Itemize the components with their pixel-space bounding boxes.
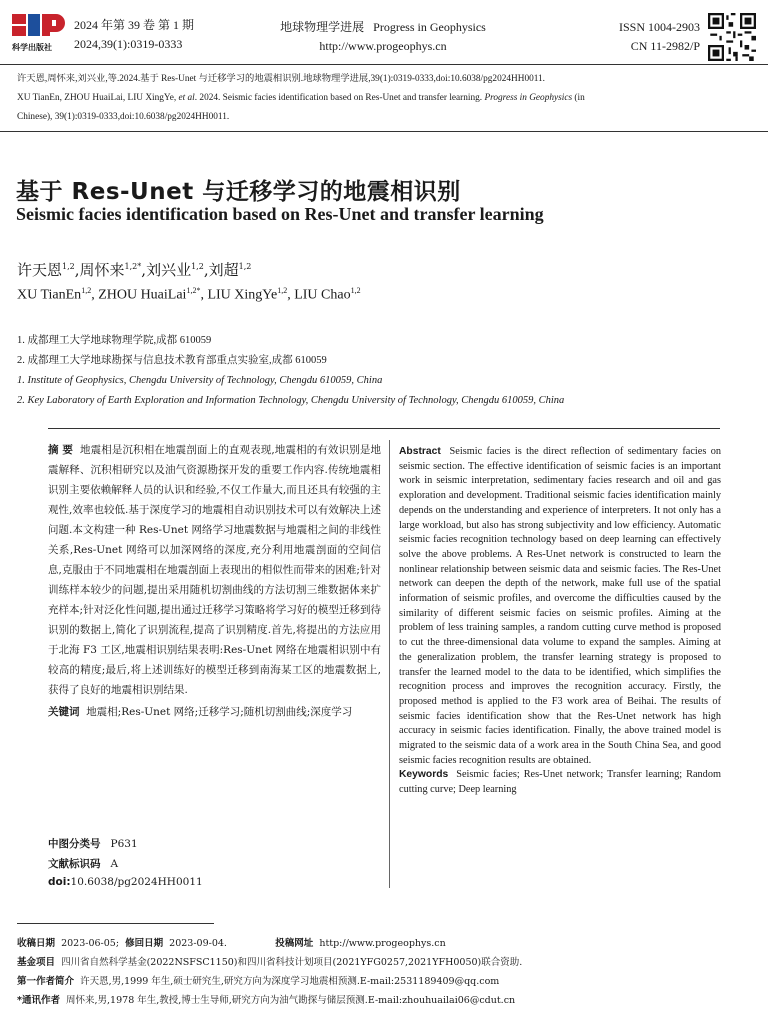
keywords-en-label: Keywords [399,769,449,781]
citation-en: XU TianEn, ZHOU HuaiLai, LIU XingYe, et al. 2024. Seismic facies identification based on Res-Unet and transfer learning. Progress in Geophysics (in [17,93,585,103]
journal-name-en: Progress in Geophysics [373,20,486,34]
fund-line: 基金项目 四川省自然科学基金(2022NSFSC1150)和四川省科技计划项目(2021YFG0257,2021YFH0050)联合资助. [17,957,523,968]
citation-divider [0,131,768,132]
first-author-line: 第一作者简介 许天恩,男,1999 年生,硕士研究生,研究方向为深度学习地震相预测.E-mail:2531189409@qq.com [17,976,500,987]
footnote-rule [17,923,214,924]
keywords-cn: 地震相;Res-Unet 网络;迁移学习;随机切割曲线;深度学习 [86,706,353,718]
affiliation-cn-2: 2. 成都理工大学地球勘探与信息技术教育部重点实验室,成都 610059 [17,355,327,366]
journal-ids [560,18,700,56]
author-cn: 刘兴业 [146,261,192,279]
author-en: ZHOU HuaiLai [98,287,187,303]
abstract-en-label: Abstract [399,446,441,457]
author-en: XU TianEn [17,287,82,303]
abstract-cn [48,440,381,722]
journal-name-cn: 地球物理学进展 [280,20,365,34]
doi-line: doi:10.6038/pg2024HH0011 [48,876,203,888]
qr-code-icon [708,13,756,61]
submission-url[interactable]: http://www.progeophys.cn [319,938,446,949]
journal-issue-line2: 2024,39(1):0319-0333 [74,37,183,51]
citation-cn: 许天恩,周怀来,刘兴业,等.2024.基于 Res-Unet 与迁移学习的地震相识别.地球物理学进展,39(1):0319-0333,doi:10.6038/pg2024HH0011. [17,74,546,84]
journal-issue-line1: 2024 年第 39 卷 第 1 期 [74,18,195,32]
dates-line: 收稿日期 2023-06-05; 修回日期 2023-09-04. 投稿网址 http://www.progeophys.cn [17,938,446,949]
authors-en: XU TianEn$^{1,2}$, ZHOU HuaiLai$^{1,2*}$, LIU XingYe$^{1,2}$, LIU Chao$^{1,2}$ [17,286,361,303]
keywords-cn-label: 关键词 [48,706,80,718]
citation-block [17,70,757,127]
authors-cn: 许天恩$^{1,2}$,周怀来$^{1,2*}$,刘兴业$^{1,2}$,刘超$^{1,2}$ [17,261,252,279]
corresponding-author-line: *通讯作者 周怀来,男,1978 年生,教授,博士生导师,研究方向为油气勘探与储层预测.E-mail:zhouhuailai06@cdut.cn [17,995,516,1006]
title-cn: 基于 Res-Unet 与迁移学习的地震相识别 [16,179,461,205]
abstract-top-rule [48,428,720,429]
abstract-cn-label: 摘 要 [48,444,74,456]
issn: ISSN 1004-2903 [618,20,700,34]
cn-number: CN 11-2982/P [630,39,700,53]
abstract-en [399,445,721,798]
publisher-logo-text: 科学出版社 [12,43,52,52]
publisher-logo [10,12,70,54]
title-en: Seismic facies identification based on Res-Unet and transfer learning [16,204,544,224]
abstract-cn-text: 地震相是沉积相在地震剖面上的直观表现,地震相的有效识别是地震解释、沉积相研究以及油气资源勘探开发的重要工作内容.传统地震相识别主要依赖解释人员的认识和经验,不仅工作量大,而且还具有较强的主观性,效率也较低.基于深度学习的地震相自动识别技术可以有效解决上述问题.本文构建一种 Res-Unet 网络学习地震数据与地震相之间的非线性关系,Res-Unet 网络可以加深网络的深度,充分利用地震剖面的空间信息,克服由于不同地震相在地震剖面上表现出的相似性而带来的困难;针对训练样本较少的问题,提出采用随机切割曲线的方法切割三维数据体来扩充样本;针对泛化性问题,提出通过迁移学习策略将学习好的模型迁移到待识别的数据上,简化了识别流程,提高了识别精度.首先,将提出的方法应用于北海 F3 工区,地震相识别结果表明:Res-Unet 网络在地震相识别中有较高的精度;最后,将上述训练好的模型迁移到南海某工区的地震数据上,获得了良好的地震相识别结果. [48,444,381,696]
author-en: LIU Chao [294,287,351,303]
author-cn: 周怀来 [79,261,125,279]
author-en: LIU XingYe [207,287,278,303]
keywords-en: Seismic facies; Res-Unet network; Transfer learning; Random cutting curve; Deep learning [399,769,721,796]
abstract-column-divider [389,440,390,888]
citation-en-cont: Chinese), 39(1):0319-0333,doi:10.6038/pg2024HH0011. [17,112,230,122]
doi-value[interactable]: 10.6038/pg2024HH0011 [70,876,203,888]
author-cn: 许天恩 [17,261,63,279]
journal-issue-info [74,16,194,54]
header-divider [0,64,768,65]
journal-url[interactable]: http://www.progeophys.cn [319,39,447,53]
affiliation-en-1: 1. Institute of Geophysics, Chengdu University of Technology, Chengdu 610059, China [17,375,383,386]
abstract-en-text: Seismic facies is the direct reflection of sedimentary facies on seismic section. The effective identification of seismic facies is an important work in seismic interpretation, sedimentary facies research and oil and gas exploration and development. Traditional seismic facies identification mainly depends on the understanding and experience of interpreters. It not only has a large workload, but also has strong subjectivity and low efficiency. Automatic seismic facies recognition technology based on deep learning can effectively solve the above problems. A Res-Unet network is constructed to learn the nonlinear relationship between seismic data and seismic facies. The Res-Unet network can deepen the depth of the network, make full use of the spatial information of seismic profiles, and overcome the difficulties caused by the similarity of different seismic facies on seismic profiles. Aiming at the problem of less training samples, a random cutting curve method is proposed to cut the three-dimensional data volume to expand the samples. Aiming at the generalization problem, the transfer learning strategy is proposed to transfer the learned model to the data to be identified, which simplifies the recognition process and improves the recognition accuracy. Firstly, the proposed method is applied to the F3 work area of Beihai. The results of seismic facies identification show that the Res-Unet network has high accuracy in seismic facies identification. Finally, the above trained model is migrated to the seismic data of a work area in the South China Sea, and good seismic facies recognition results are obtained. [399,446,721,766]
journal-name-block [258,18,508,56]
doc-code-line: 文献标识码 A [48,858,119,870]
affiliation-cn-1: 1. 成都理工大学地球物理学院,成都 610059 [17,335,212,346]
clc-line: 中图分类号 P631 [48,838,138,850]
author-cn: 刘超 [208,261,239,279]
affiliation-en-2: 2. Key Laboratory of Earth Exploration and Information Technology, Chengdu University of Technology, Chengdu 610059, China [17,395,565,406]
